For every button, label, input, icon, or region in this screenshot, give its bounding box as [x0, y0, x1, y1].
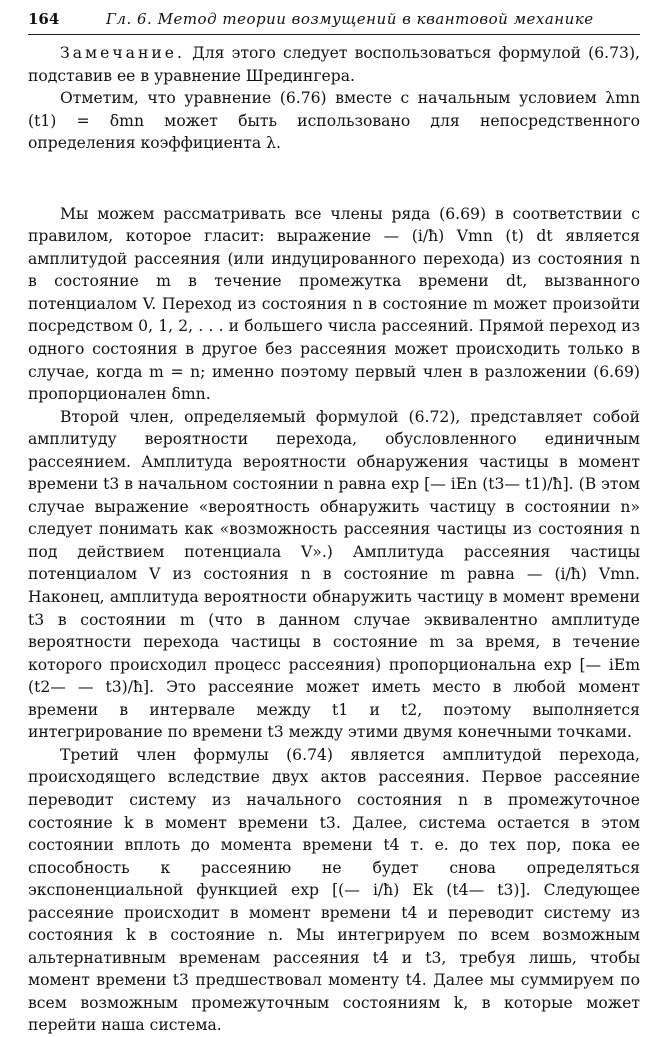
- body-paragraph-1: Мы можем рассматривать все члены ряда (6.69) в соответствии с правилом, которое гласит: выражение — (i/ħ) Vmn (t) dt является амплитудой рассеяния (или индуцированного перехода) из состояния n в состояние m в течение промежутка времени dt, вызванного потенциалом V. Переход из состояния n в состояние m может произойти посредством 0, 1, 2, . . . и большего числа рассеяний. Прямой переход из одного состояния в другое без рассеяния может происходить только в случае, когда m = n; именно поэтому первый член в разложении (6.69) пропорционален δmn.: [28, 204, 640, 404]
- remark-paragraph: [28, 42, 640, 87]
- body-paragraph-2: Второй член, определяемый формулой (6.72), представляет собой амплитуду вероятности перехода, обусловленного единичным рассеянием. Амплитуда вероятности обнаружения частицы в момент времени t3 в начальном состоянии n равна exp [— iEn (t3— t1)/ħ]. (В этом случае выражение «вероятность обнаружить частицу в состоянии n» следует понимать как «возможность рассеяния частицы из состояния n под действием потенциала V».) Амплитуда рассеяния частицы потенциалом V из состояния n в состояние m равна — (i/ħ) Vmn. Наконец, амплитуда вероятности обнаружить частицу в момент времени t3 в состоянии m (что в данном случае эквивалентно амплитуде вероятности перехода частицы в состояние m за время, в течение которого происходил процесс рассеяния) пропорциональна exp [— iEm (t2— — t3)/ħ]. Это рассеяние может иметь место в любой момент времени в интервале между t1 и t2, поэтому выполняется интегрирование по времени t3 между этими двумя конечными точками.: [28, 407, 640, 742]
- page-body: [28, 42, 640, 1037]
- remark-label: Замечание.: [60, 44, 185, 62]
- body-paragraph-3: Третий член формулы (6.74) является амплитудой перехода, происходящего вследствие двух актов рассеяния. Первое рассеяние переводит систему из начального состояния n в промежуточное состояние k в момент времени t3. Далее, система остается в этом состоянии вплоть до момента времени t4 т. е. до тех пор, пока ее способность к рассеянию не будет снова определяться экспоненциальной функцией exp [(— i/ħ) Ek (t4— t3)]. Следующее рассеяние происходит в момент времени t4 и переводит систему из состояния k в состояние n. Мы интегрируем по всем возможным альтернативным временам рассеяния t4 и t3, требуя лишь, чтобы момент времени t3 предшествовал моменту t4. Далее мы суммируем по всем возможным промежуточным состояниям k, в которые может перейти наша система.: [28, 745, 640, 1035]
- section-gap: [28, 155, 640, 203]
- remark-text: Для этого следует воспользоваться формулой (6.73), подставив ее в уравнение Шредингера.: [28, 44, 640, 85]
- page-header: [28, 6, 640, 35]
- page-number: 164: [28, 10, 60, 28]
- remark-note: Отметим, что уравнение (6.76) вместе с начальным условием λmn (t1) = δmn может быть использовано для непосредственного определения коэффициента λ.: [28, 89, 640, 153]
- running-title: Гл. 6. Метод теории возмущений в квантовой механике: [106, 10, 594, 28]
